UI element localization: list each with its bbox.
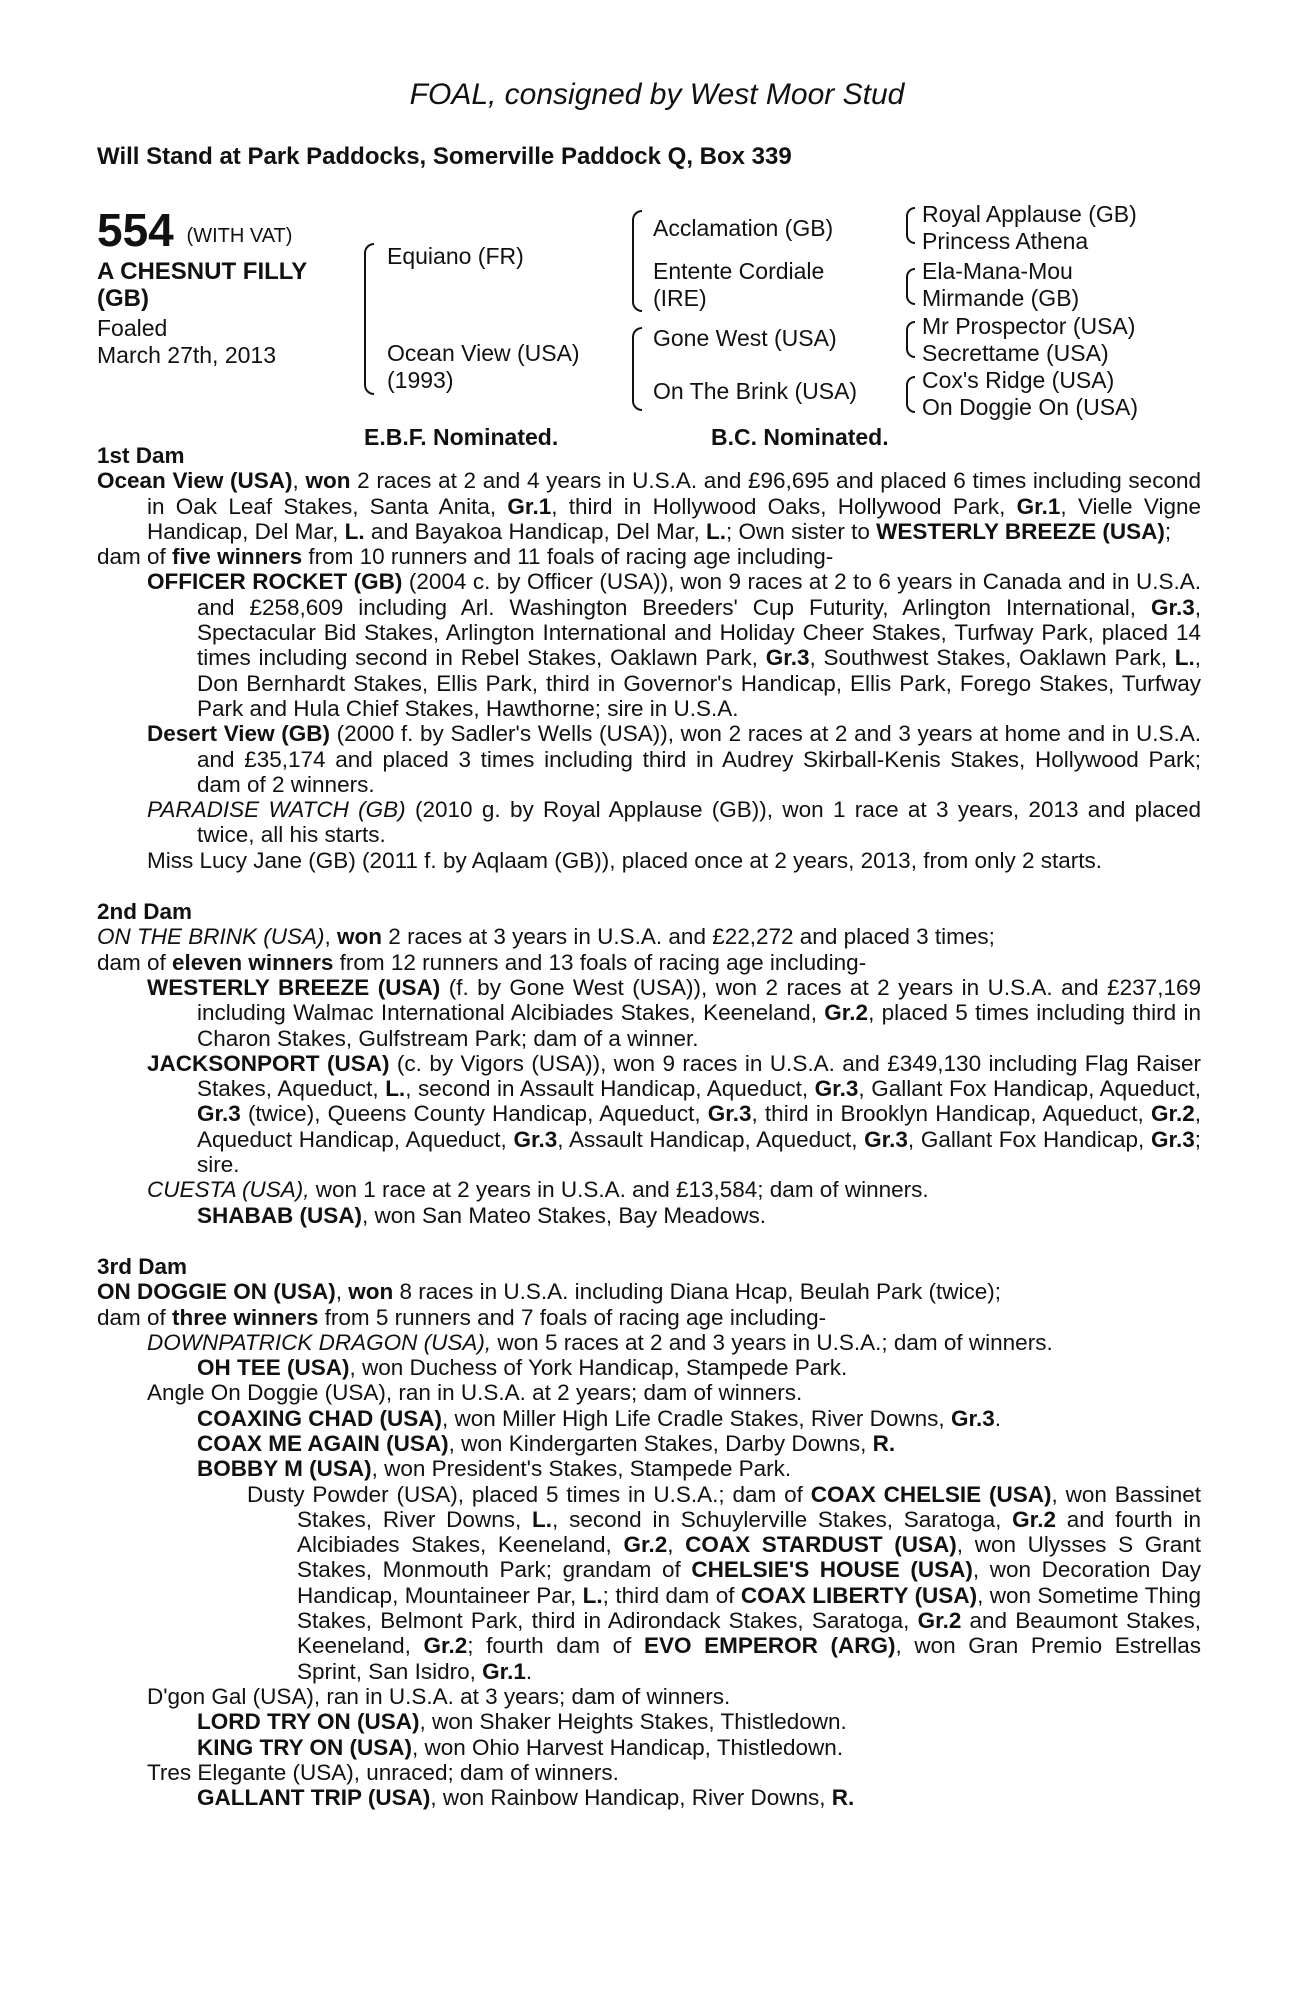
pedigree-gen3-5: Mr Prospector (USA) bbox=[922, 313, 1136, 339]
offspring-coaxing-chad: COAXING CHAD (USA), won Miller High Life Cradle Stakes, River Downs, Gr.3. bbox=[197, 1405, 1001, 1431]
foaled-date: March 27th, 2013 bbox=[97, 342, 277, 368]
pedigree-brace-g1 bbox=[906, 207, 915, 244]
pedigree-dam-dam: On The Brink (USA) bbox=[653, 378, 858, 404]
dam-name: Ocean View (USA) bbox=[97, 468, 293, 494]
bc-nomination: B.C. Nominated. bbox=[711, 424, 889, 450]
lot-number-block bbox=[97, 205, 292, 261]
page-title: FOAL, consigned by West Moor Stud bbox=[409, 78, 905, 111]
pedigree-gen3-3: Ela-Mana-Mou bbox=[922, 258, 1073, 284]
lot-description-line1: A CHESNUT FILLY bbox=[97, 258, 308, 285]
offspring-miss-lucy-jane: Miss Lucy Jane (GB) (2011 f. by Aqlaam (GB)), placed once at 2 years, 2013, from only 2 starts. bbox=[147, 847, 1102, 873]
pedigree-brace-dam bbox=[632, 327, 642, 411]
offspring-jacksonport: JACKSONPORT (USA) (c. by Vigors (USA)), won 9 races in U.S.A. and £349,130 including Flag Raiser Stakes, Aqueduct, L., second in Assault Handicap, Aqueduct, Gr.3, Gallant Fox Handicap, Aqueduct, Gr.3 (twice), Queens County Handicap, Aqueduct, Gr.3, third in Brooklyn Handicap, Aqueduct, Gr.2, Aqueduct Handicap, Aqueduct, Gr.3, Assault Handicap, Aqueduct, Gr.3, Gallant Fox Handicap, Gr.3; sire. bbox=[147, 1050, 1202, 1178]
offspring-angle-on-doggie: Angle On Doggie (USA), ran in U.S.A. at 2 years; dam of winners. bbox=[147, 1380, 803, 1406]
pedigree-gen3-6: Secrettame (USA) bbox=[922, 340, 1109, 366]
offspring-coax-me-again: COAX ME AGAIN (USA), won Kindergarten Stakes, Darby Downs, R. bbox=[197, 1430, 896, 1456]
pedigree-brace-g3 bbox=[906, 321, 915, 358]
catalogue-body bbox=[97, 443, 1201, 1810]
offspring-king-try-on: KING TRY ON (USA), won Ohio Harvest Handicap, Thistledown. bbox=[197, 1734, 844, 1760]
pedigree-sire-dam-line2: (IRE) bbox=[653, 285, 707, 311]
second-dam-produce: dam of eleven winners from 12 runners and 13 foals of racing age including- bbox=[97, 949, 867, 975]
first-dam-heading: 1st Dam bbox=[97, 443, 185, 468]
pedigree-sire: Equiano (FR) bbox=[387, 243, 524, 269]
stand-location: Will Stand at Park Paddocks, Somerville Paddock Q, Box 339 bbox=[97, 143, 792, 170]
third-dam-record: ON DOGGIE ON (USA), won 8 races in U.S.A. including Diana Hcap, Beulah Park (twice); bbox=[97, 1279, 1002, 1305]
offspring-desert-view: Desert View (GB) (2000 f. by Sadler's Wells (USA)), won 2 races at 2 and 3 years at home and in U.S.A. and £35,174 and placed 3 times including third in Audrey Skirball-Kenis Stakes, Hollywood Park; dam of 2 winners. bbox=[147, 721, 1201, 797]
first-dam-produce: dam of five winners from 10 runners and 11 foals of racing age including- bbox=[97, 544, 834, 570]
foaled-label: Foaled bbox=[97, 315, 168, 341]
offspring-dgon-gal: D'gon Gal (USA), ran in U.S.A. at 3 years; dam of winners. bbox=[147, 1683, 731, 1709]
pedigree-dam-line1: Ocean View (USA) bbox=[387, 340, 580, 366]
pedigree-dam-line2: (1993) bbox=[387, 367, 454, 393]
ebf-nomination: E.B.F. Nominated. bbox=[364, 424, 559, 450]
pedigree-sire-dam-line1: Entente Cordiale bbox=[653, 258, 825, 284]
offspring-paradise-watch: PARADISE WATCH (GB) (2010 g. by Royal Applause (GB)), won 1 race at 3 years, 2013 and placed twice, all his starts. bbox=[147, 797, 1201, 848]
first-dam-record: Ocean View (USA), won 2 races at 2 and 4 years in U.S.A. and £96,695 and placed 6 times including second in Oak Leaf Stakes, Santa Anita, Gr.1, third in Hollywood Oaks, Hollywood Park, Gr.1, Vielle Vigne Handicap, Del Mar, L. and Bayakoa Handicap, Del Mar, L.; Own sister to WESTERLY BREEZE (USA); bbox=[97, 468, 1201, 544]
pedigree-brace-g2 bbox=[906, 268, 915, 305]
offspring-gallant-trip: GALLANT TRIP (USA), won Rainbow Handicap, River Downs, R. bbox=[197, 1785, 855, 1811]
sister-name: WESTERLY BREEZE (USA) bbox=[876, 518, 1165, 544]
offspring-downpatrick-dragon: DOWNPATRICK DRAGON (USA), won 5 races at 2 and 3 years in U.S.A.; dam of winners. bbox=[147, 1329, 1053, 1355]
lot-description-line2: (GB) bbox=[97, 285, 149, 312]
pedigree-gen3-1: Royal Applause (GB) bbox=[922, 201, 1137, 227]
pedigree-brace-gen1 bbox=[364, 243, 374, 395]
offspring-shabab: SHABAB (USA), won San Mateo Stakes, Bay Meadows. bbox=[197, 1202, 766, 1228]
second-dam-record: ON THE BRINK (USA), won 2 races at 3 years in U.S.A. and £22,272 and placed 3 times; bbox=[97, 924, 995, 950]
foaled-info bbox=[97, 315, 276, 369]
pedigree-gen3-7: Cox's Ridge (USA) bbox=[922, 367, 1115, 393]
pedigree-gen3-8: On Doggie On (USA) bbox=[922, 394, 1139, 420]
pedigree-brace-sire bbox=[632, 210, 642, 312]
pedigree-gen3-2: Princess Athena bbox=[922, 228, 1089, 254]
offspring-dusty-powder: Dusty Powder (USA), placed 5 times in U.S.A.; dam of COAX CHELSIE (USA), won Bassinet Stakes, River Downs, L., second in Schuylerville Stakes, Saratoga, Gr.2 and fourth in Alcibiades Stakes, Keeneland, Gr.2, COAX STARDUST (USA), won Ulysses S Grant Stakes, Monmouth Park; grandam of CHELSIE'S HOUSE (USA), won Decoration Day Handicap, Mountaineer Par, L.; third dam of COAX LIBERTY (USA), won Sometime Thing Stakes, Belmont Park, third in Adirondack Stakes, Saratoga, Gr.2 and Beaumont Stakes, Keeneland, Gr.2; fourth dam of EVO EMPEROR (ARG), won Gran Premio Estrellas Sprint, San Isidro, Gr.1. bbox=[247, 1481, 1202, 1684]
offspring-officer-rocket: OFFICER ROCKET (GB) (2004 c. by Officer (USA)), won 9 races at 2 to 6 years in Canada and in U.S.A. and £258,609 including Arl. Washington Breeders' Cup Futurity, Arlington International, Gr.3, Spectacular Bid Stakes, Arlington International and Holiday Cheer Stakes, Turfway Park, placed 14 times including second in Rebel Stakes, Oaklawn Park, Gr.3, Southwest Stakes, Oaklawn Park, L., Don Bernhardt Stakes, Ellis Park, third in Governor's Handicap, Ellis Park, Forego Stakes, Turfway Park and Hula Chief Stakes, Hawthorne; sire in U.S.A. bbox=[147, 569, 1201, 721]
offspring-westerly-breeze: WESTERLY BREEZE (USA) (f. by Gone West (USA)), won 2 races at 2 years in U.S.A. and £237,169 including Walmac International Alcibiades Stakes, Keeneland, Gr.2, placed 5 times including third in Charon Stakes, Gulfstream Park; dam of a winner. bbox=[147, 974, 1201, 1051]
pedigree-sire-sire: Acclamation (GB) bbox=[653, 215, 834, 241]
pedigree-brace-g4 bbox=[906, 376, 915, 413]
won-label: won bbox=[305, 468, 351, 494]
offspring-cuesta: CUESTA (USA), won 1 race at 2 years in U.S.A. and £13,584; dam of winners. bbox=[147, 1177, 929, 1203]
lot-vat: (WITH VAT) bbox=[186, 225, 293, 247]
offspring-tres-elegante: Tres Elegante (USA), unraced; dam of winners. bbox=[147, 1759, 619, 1785]
offspring-oh-tee: OH TEE (USA), won Duchess of York Handicap, Stampede Park. bbox=[197, 1355, 848, 1381]
third-dam-heading: 3rd Dam bbox=[97, 1253, 188, 1279]
second-dam-heading: 2nd Dam bbox=[97, 899, 193, 925]
lot-description bbox=[97, 258, 357, 312]
pedigree-dam-sire: Gone West (USA) bbox=[653, 325, 837, 351]
pedigree-gen3-4: Mirmande (GB) bbox=[922, 285, 1080, 311]
offspring-lord-try-on: LORD TRY ON (USA), won Shaker Heights Stakes, Thistledown. bbox=[197, 1709, 847, 1735]
offspring-bobby-m: BOBBY M (USA), won President's Stakes, Stampede Park. bbox=[197, 1456, 792, 1482]
lot-number: 554 bbox=[97, 204, 174, 256]
third-dam-produce: dam of three winners from 5 runners and 7 foals of racing age including- bbox=[97, 1304, 827, 1330]
